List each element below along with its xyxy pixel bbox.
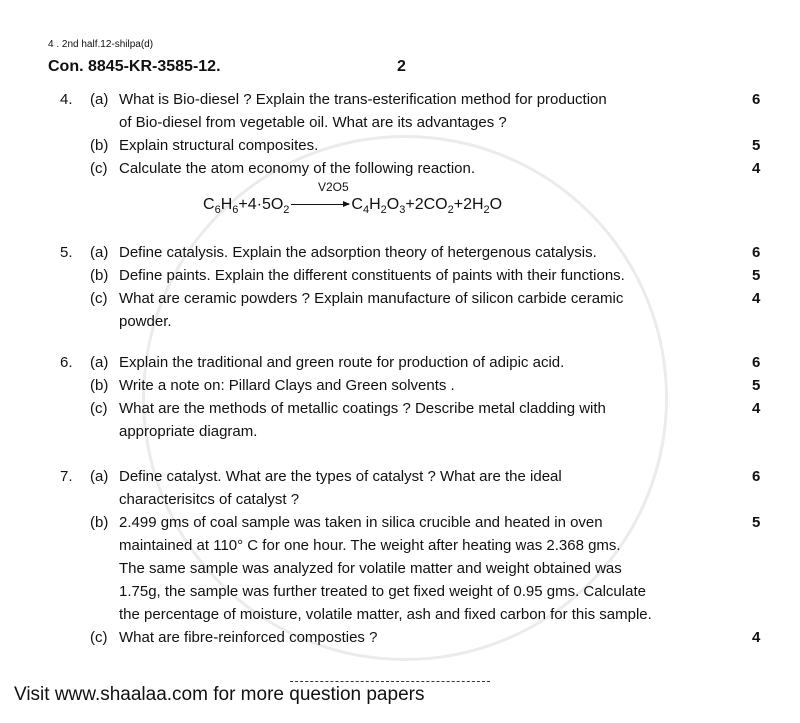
question-text-line: Define paints. Explain the different constituents of paints with their functions. [119,267,625,284]
part-label: (a) [90,91,109,108]
part-label: (b) [90,137,109,154]
marks: 5 [752,137,761,154]
question-text-line: maintained at 110° C for one hour. The weight after heating was 2.368 gms. [119,537,621,554]
question-text-line: appropriate diagram. [119,423,258,440]
question-text-line: The same sample was analyzed for volatile matter and weight obtained was [119,560,622,577]
marks: 5 [752,377,761,394]
paper-ref: 4 . 2nd half.12-shilpa(d) [48,39,154,50]
question-text-line: characterisitcs of catalyst ? [119,491,300,508]
question-text-line: powder. [119,313,172,330]
products: $C_4H_2O_3+2CO_2+2H_2O$ [351,196,503,217]
part-label: (b) [90,377,109,394]
question-number: 6. [60,354,73,371]
part-label: (a) [90,354,109,371]
question-number: 4. [60,91,73,108]
question-text-line: the percentage of moisture, volatile matter, ash and fixed carbon for this sample. [119,606,652,623]
footer-note: Visit www.shaalaa.com for more question papers [14,684,425,705]
question-text-line: of Bio-diesel from vegetable oil. What are its advantages ? [119,114,507,131]
chemical-equation [203,196,503,217]
question-text-line: Define catalysis. Explain the adsorption theory of hetergenous catalysis. [119,244,597,261]
part-label: (a) [90,244,109,261]
marks: 6 [752,244,761,261]
question-text-line: Explain structural composites. [119,137,319,154]
page-number: 2 [397,58,406,75]
reaction-arrow [291,204,349,205]
marks: 4 [752,400,761,417]
part-label: (b) [90,514,109,531]
question-number: 5. [60,244,73,261]
part-label: (c) [90,160,108,177]
part-label: (a) [90,468,109,485]
marks: 4 [752,290,761,307]
paper-code: Con. 8845-KR-3585-12. [48,58,221,75]
marks: 6 [752,468,761,485]
question-text-line: Write a note on: Pillard Clays and Green solvents . [119,377,455,394]
part-label: (c) [90,290,108,307]
part-label: (c) [90,629,108,646]
question-text-line: 1.75g, the sample was further treated to get fixed weight of 0.95 gms. Calculate [119,583,646,600]
question-text-line: What is Bio-diesel ? Explain the trans-esterification method for production [119,91,607,108]
question-text-line: Define catalyst. What are the types of catalyst ? What are the ideal [119,468,562,485]
marks: 6 [752,354,761,371]
marks: 5 [752,267,761,284]
question-text-line: 2.499 gms of coal sample was taken in silica crucible and heated in oven [119,514,603,531]
catalyst-label: V2O5 [318,180,349,194]
question-text-line: What are the methods of metallic coatings ? Describe metal cladding with [119,400,606,417]
part-label: (b) [90,267,109,284]
reactants: $C_6H_6+4\cdot 5O_2$ [203,196,290,217]
question-text-line: Explain the traditional and green route for production of adipic acid. [119,354,565,371]
end-divider [290,681,490,682]
part-label: (c) [90,400,108,417]
question-text-line: Calculate the atom economy of the following reaction. [119,160,476,177]
question-text-line: What are ceramic powders ? Explain manufacture of silicon carbide ceramic [119,290,624,307]
marks: 6 [752,91,761,108]
marks: 5 [752,514,761,531]
question-number: 7. [60,468,73,485]
marks: 4 [752,629,761,646]
marks: 4 [752,160,761,177]
question-text-line: What are fibre-reinforced composties ? [119,629,378,646]
